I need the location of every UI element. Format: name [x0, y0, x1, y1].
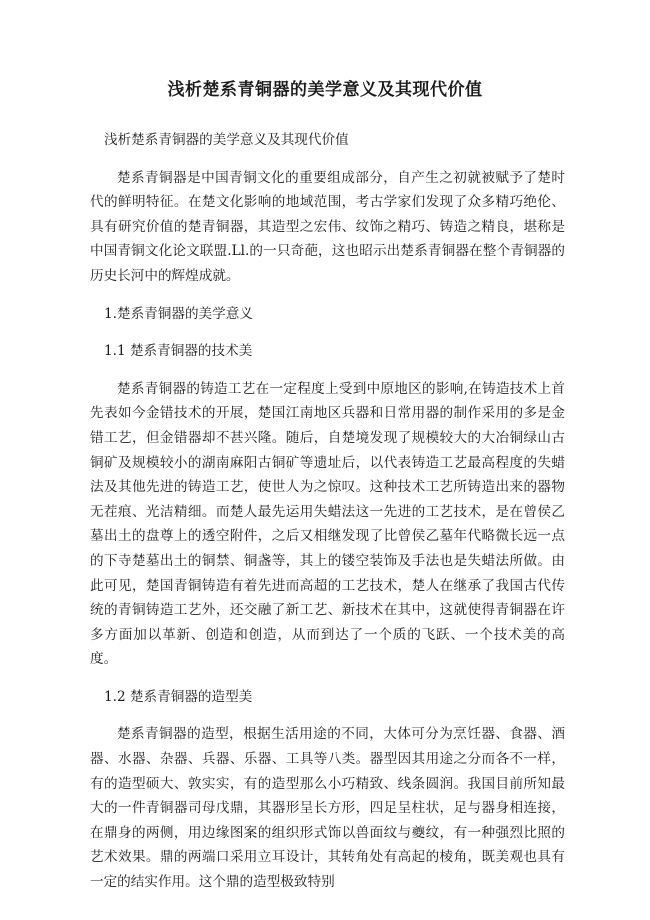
section-1-1-paragraph: 楚系青铜器的铸造工艺在一定程度上受到中原地区的影响,在铸造技术上首先表如今金错技术的开展，楚国江南地区兵器和日常用器的制作采用的多是金错工艺，但金错器却不甚兴隆。随后，自楚境发现了规模较大的大冶铜绿山古铜矿及规模较小的湖南麻阳古铜矿等遗址后，以代表铸造工艺最高程度的失蜡法及其他先进的铸造工艺，使世人为之惊叹。这种技术工艺所铸造出来的器物无茬痕、光洁精细。而楚人最先运用失蜡法这一先进的工艺技术，是在曾侯乙墓出土的盘尊上的透空附件，之后又相继发现了比曾侯乙墓年代略微长远一点的下寺楚墓出土的铜禁、铜盏等，其上的镂空装饰及手法也是失蜡法所做。由此可见，楚国青铜铸造有着先进而高超的工艺技术，楚人在继承了我国古代传统的青铜铸造工艺外，还交融了新工艺、新技术在其中，这就使得青铜器在许多方面加以革新、创造和创造，从而到达了一个质的飞跃、一个技术美的高度。: [90, 380, 565, 668]
spacer: [90, 709, 565, 722]
spacer: [90, 289, 565, 302]
spacer: [90, 672, 565, 685]
document-body: [90, 122, 565, 895]
intro-paragraph: 楚系青铜器是中国青铜文化的重要组成部分，自产生之初就被赋予了楚时代的鲜明特征。在楚文化影响的地域范围，考古学家们发现了众多精巧绝伦、具有研究价值的楚青铜器，其造型之宏伟、纹饰之精巧、铸造之精良，堪称是中国青铜文化论文联盟.Ll.的一只奇葩，这也昭示出楚系青铜器在整个青铜器的历史长河中的辉煌成就。: [90, 169, 565, 284]
spacer: [90, 326, 565, 339]
spacer: [90, 364, 565, 377]
section-1-2-heading: 1.2 楚系青铜器的造型美: [104, 688, 253, 705]
section-1-1-heading: 1.1 楚系青铜器的技术美: [104, 343, 253, 360]
section-1-2-paragraph: 楚系青铜器的造型，根据生活用途的不同，大体可分为烹饪器、食器、酒器、水器、杂器、兵器、乐器、工具等八类。器型因其用途之分而各不一样，有的造型硕大、敦实实，有的造型那么小巧精致、线条圆润。我国目前所知最大的一件青铜器司母戊鼎，其器形呈长方形，四足呈柱状，足与器身相连接，在鼎身的两侧，用边缘图案的组织形式饰以兽面纹与夔纹，有一种强烈比照的艺术效果。鼎的两端口采用立耳设计，其转角处有高起的棱角，既美观也具有一定的结实作用。这个鼎的造型极致特别: [90, 726, 565, 891]
document-title: 浅析楚系青铜器的美学意义及其现代价值: [167, 80, 483, 100]
section-1-heading: 1.楚系青铜器的美学意义: [104, 305, 253, 322]
document-subtitle: 浅析楚系青铜器的美学意义及其现代价值: [104, 132, 349, 148]
